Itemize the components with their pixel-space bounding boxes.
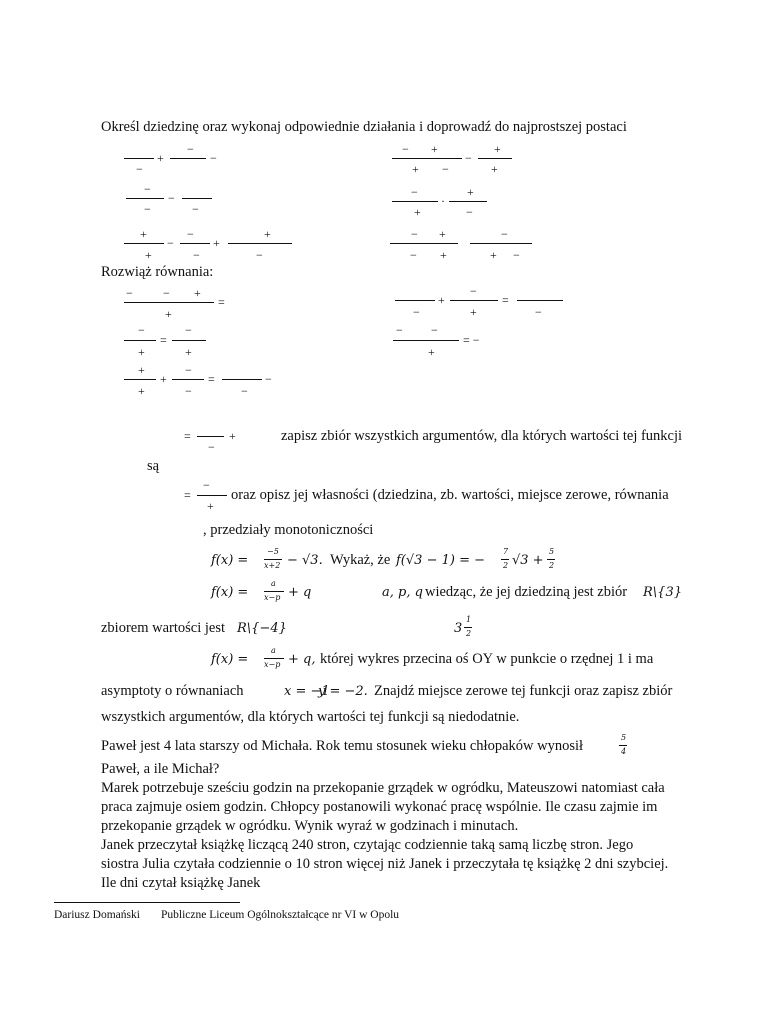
function-task-4-text: wiedząc, że jej dziedziną jest zbiór [425,584,628,600]
problem-3-line3: Ile dni czytał książkę Janek [101,875,261,891]
function-task-1-continuation: są [147,458,160,474]
problem-3-line2: siostra Julia czytała codziennie o 10 stron więcej niż Janek i przeczytała tę książkę 2 dni szybciej. [101,856,669,872]
problem-1-line1: Paweł jest 4 lata starszy od Michała. Rok temu stosunek wieku chłopaków wynosił [101,738,584,754]
function-task-5-line3: wszystkich argumentów, dla których wartości tej funkcji są niedodatnie. [101,709,520,725]
footer-school: Publiczne Liceum Ogólnokształcące nr VI w Opolu [161,909,400,921]
instruction-equations: Rozwiąż równania: [101,264,214,280]
function-task-1-text: zapisz zbiór wszystkich argumentów, dla których wartości tej funkcji [281,428,683,444]
footer-divider [54,902,240,903]
footer-author: Dariusz Domański [54,909,140,921]
function-task-5-text: której wykres przecina oś OY w punkcie o rzędnej 1 i ma [320,651,654,667]
asymptote-y: y = −2. [318,684,368,699]
function-task-3-text: Wykaż, że [330,552,391,568]
problem-1-line2: Paweł, a ile Michał? [101,761,220,777]
function-task-5-line2b: Znajdź miejsce zerowe tej funkcji oraz zapisz zbiór [374,683,673,699]
problem-2-line2: praca zajmuje osiem godzin. Chłopcy postanowili wykonać pracę wspólnie. Ile czasu zajmie im [101,799,658,815]
function-task-2-continuation: , przedziały monotoniczności [203,522,374,538]
function-task-5-line2a: asymptoty o równaniach [101,683,244,699]
problem-3-line1: Janek przeczytał książkę liczącą 240 stron, czytając codziennie taką samą liczbę stron. Jego [101,837,634,853]
problem-2-line1: Marek potrzebuje sześciu godzin na przekopanie grządek w ogródku, Mateuszowi natomiast cała [101,780,665,796]
instruction-simplify: Określ dziedzinę oraz wykonaj odpowiednie działania i doprowadź do najprostszej postaci [101,119,627,135]
asymptote-x: x = −1 [284,684,330,699]
function-task-4-range-intro: zbiorem wartości jest [101,620,226,636]
function-task-2-text: oraz opisz jej własności (dziedzina, zb. wartości, miejsce zerowe, równania [231,487,669,503]
problem-2-line3: przekopanie grządek w ogródku. Wynik wyraź w godzinach i minutach. [101,818,519,834]
